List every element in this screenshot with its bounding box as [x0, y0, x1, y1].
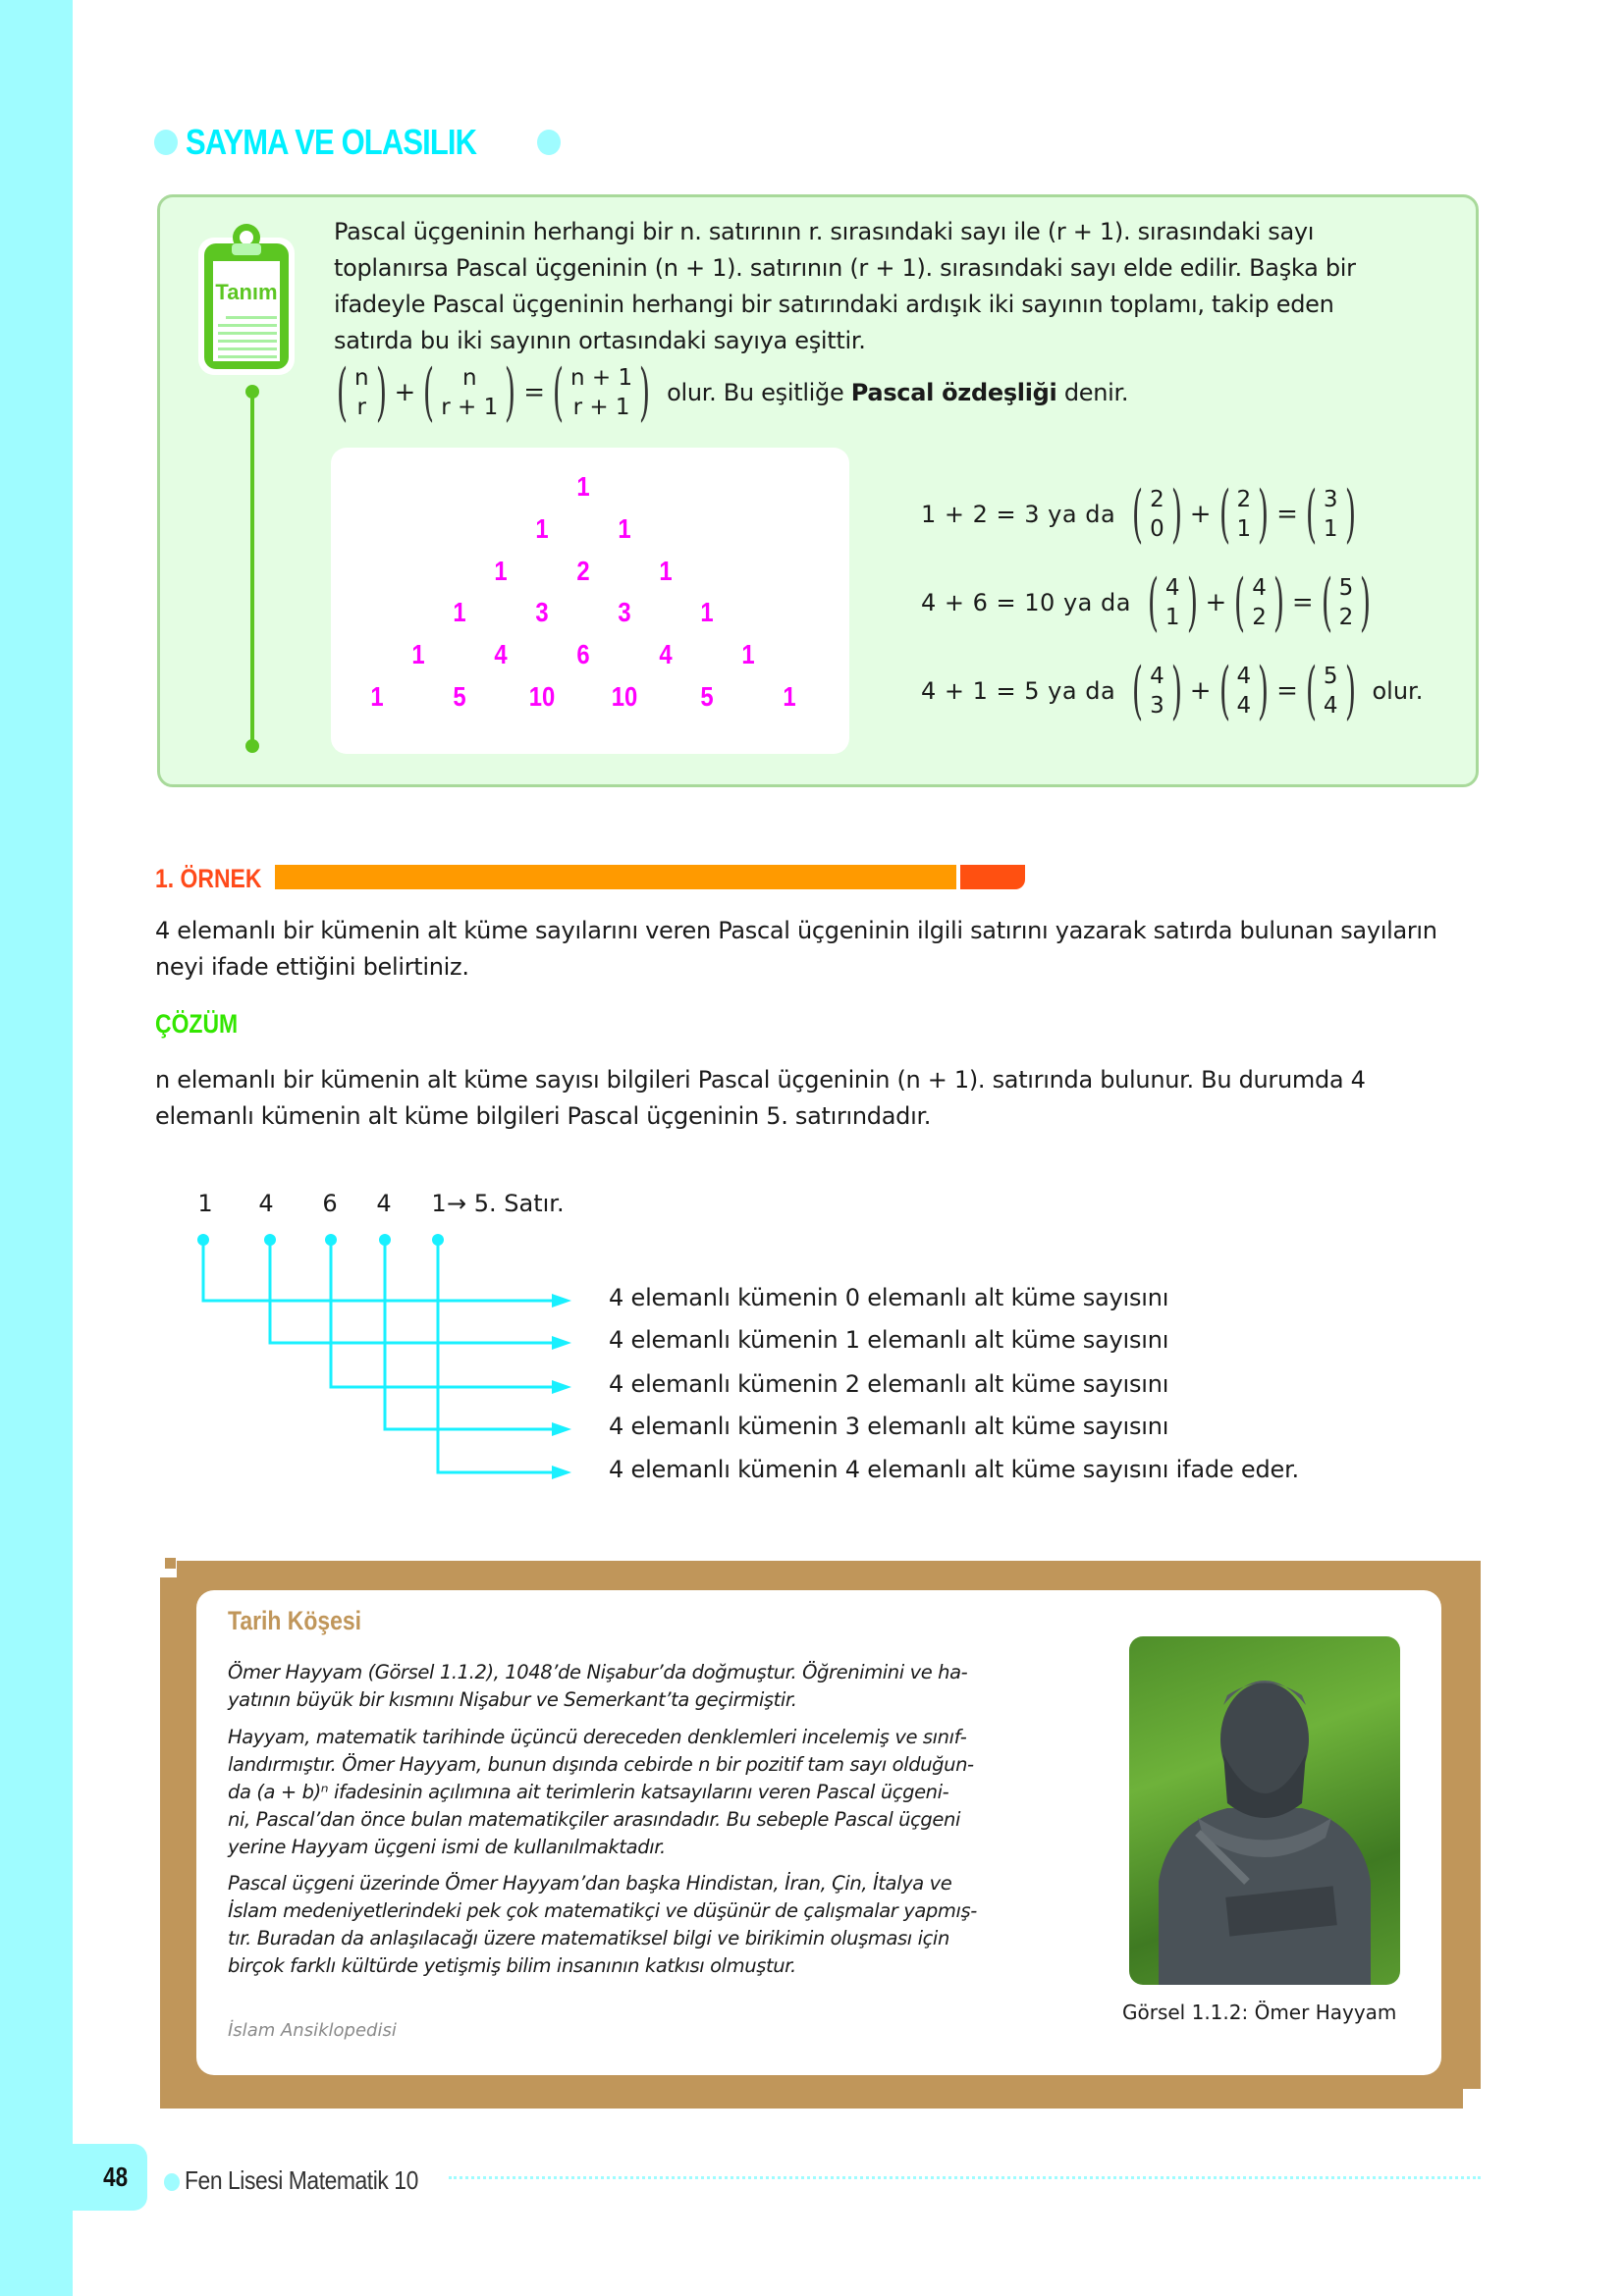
omer-hayyam-statue-image [1129, 1636, 1400, 1985]
identity-text: olur. Bu eşitliğe [667, 379, 851, 406]
question-line: neyi ifade ettiğini belirtiniz. [155, 953, 469, 981]
plus-sign: + [394, 378, 416, 407]
definition-line: Pascal üçgeninin herhangi bir n. satırının r. sırasındaki sayı ile (r + 1). sırasındaki sayı [334, 218, 1315, 245]
triangle-number: 4 [659, 639, 673, 670]
left-accent-strip [0, 0, 73, 2296]
row-number: 1 [197, 1190, 213, 1217]
section-title-text: SAYMA VE OLASILIK [186, 122, 477, 162]
triangle-number: 10 [528, 681, 556, 712]
history-line: yatının büyük bir kısmını Nişabur ve Semerkant’ta geçirmiştir. [228, 1688, 797, 1711]
binom-top: 2 [1236, 487, 1252, 512]
binom-bottom: r + 1 [441, 395, 499, 420]
triangle-number: 3 [618, 597, 631, 628]
binom-top: n + 1 [570, 365, 633, 391]
definition-line: ifadeyle Pascal üçgeninin herhangi bir satırındaki ardışık iki sayının toplamı, takip eden [334, 291, 1334, 318]
history-paragraph-1 [228, 1659, 1043, 1714]
definition-line: toplanırsa Pascal üçgeninin (n + 1). satırının (r + 1). sırasındaki sayı elde edilir. Başka bir [334, 254, 1356, 282]
history-line: ni, Pascal’dan önce bulan matematikçiler arasındadır. Bu sebeple Pascal üçgeni [228, 1808, 960, 1831]
triangle-number: 1 [411, 639, 425, 670]
title-dot-left-icon [154, 130, 178, 155]
subset-description: 4 elemanlı kümenin 3 elemanlı alt küme sayısını [609, 1413, 1169, 1440]
history-title: Tarih Köşesi [228, 1606, 362, 1635]
example-sum: 4 + 6 = 10 ya da [921, 589, 1131, 616]
history-line: da (a + b)ⁿ ifadesinin açılımına ait terimlerin katsayılarını veren Pascal üçgeni- [228, 1781, 949, 1803]
history-line: yerine Hayyam üçgeni ismi de kullanılmaktadır. [228, 1836, 666, 1858]
image-caption: Görsel 1.1.2: Ömer Hayyam [1122, 2001, 1397, 2024]
pascal-identity [330, 356, 1129, 429]
binom-bottom: 1 [1164, 605, 1180, 630]
example-bar-tab [960, 865, 1025, 889]
history-line: tır. Buradan da anlaşılacağı üzere matematiksel bilgi ve birikimin oluşması için [228, 1927, 949, 1949]
footer-dot-icon [164, 2173, 180, 2191]
triangle-number: 1 [494, 555, 508, 586]
subset-description: 4 elemanlı kümenin 1 elemanlı alt küme sayısını [609, 1326, 1169, 1354]
binomial: ( 4 1 ) [1147, 566, 1198, 639]
definition-text [334, 214, 1453, 359]
identity-example-row [921, 655, 1424, 727]
triangle-number: 10 [611, 681, 638, 712]
binomial: ( 5 2 ) [1321, 566, 1372, 639]
binom-top: 5 [1338, 575, 1354, 601]
row-number: 4 [258, 1190, 274, 1217]
binom-bottom: 3 [1150, 693, 1164, 719]
row-label: → 5. Satır. [447, 1190, 565, 1217]
triangle-number: 1 [783, 681, 796, 712]
subset-description: 4 elemanlı kümenin 0 elemanlı alt küme sayısını [609, 1284, 1169, 1311]
equals-sign: = [1291, 588, 1314, 617]
identity-caption [667, 379, 1128, 406]
identity-example-row [921, 478, 1372, 551]
identity-text-end: denir. [1056, 379, 1129, 406]
clipboard-definition-icon [196, 218, 297, 375]
binom-bottom: 1 [1236, 516, 1252, 542]
triangle-number: 1 [576, 471, 590, 502]
frame-pixel-ornament [165, 1558, 176, 1569]
triangle-number: 1 [453, 597, 466, 628]
row-number: 1 [431, 1190, 447, 1217]
statue-illustration-icon [1129, 1636, 1400, 1985]
definition-badge-label: Tanım [215, 280, 278, 304]
triangle-number: 3 [535, 597, 549, 628]
identity-term-bold: Pascal özdeşliği [850, 379, 1057, 406]
example-label: 1. ÖRNEK [155, 864, 262, 893]
equals-sign: = [523, 378, 546, 407]
binomial: ( 3 1 ) [1305, 478, 1356, 551]
solution-line: n elemanlı bir kümenin alt küme sayısı bilgileri Pascal üçgeninin (n + 1). satırında bulunur. Bu durumda 4 [155, 1066, 1366, 1094]
binom-bottom: r + 1 [572, 395, 630, 420]
definition-line: satırda bu iki sayının ortasındaki sayıya eşittir. [334, 327, 866, 354]
timeline-line [250, 388, 254, 746]
binom-top: 4 [1236, 664, 1252, 689]
triangle-number: 1 [700, 597, 714, 628]
identity-example-row [921, 566, 1387, 639]
plus-sign: + [1189, 500, 1212, 529]
plus-sign: + [1189, 676, 1212, 706]
page-number: 48 [103, 2162, 129, 2192]
binomial: ( 4 4 ) [1218, 655, 1270, 727]
subset-description: 4 elemanlı kümenin 2 elemanlı alt küme sayısını [609, 1370, 1169, 1398]
row-number: 6 [322, 1190, 338, 1217]
subset-arrow-diagram [187, 1217, 579, 1492]
history-line: Pascal üçgeni üzerinde Ömer Hayyam’dan başka Hindistan, İran, Çin, İtalya ve [228, 1872, 952, 1895]
binom-top: 4 [1164, 575, 1180, 601]
triangle-number: 1 [535, 512, 549, 544]
binom-top: 5 [1323, 664, 1338, 689]
binom-bottom: 4 [1236, 693, 1252, 719]
solution-text [155, 1062, 1481, 1135]
binomial: ( 5 4 ) [1305, 655, 1356, 727]
binom-top: 3 [1323, 487, 1338, 512]
binom-bottom: r [356, 395, 366, 420]
example-bar [275, 865, 956, 889]
solution-label: ÇÖZÜM [155, 1009, 239, 1039]
binom-top: 4 [1150, 664, 1164, 689]
equals-sign: = [1276, 676, 1298, 706]
binomial: ( 2 0 ) [1132, 478, 1182, 551]
example-tail: olur. [1372, 677, 1424, 705]
binom-bottom: 4 [1323, 693, 1338, 719]
triangle-number: 4 [494, 639, 508, 670]
binomial: ( 4 2 ) [1234, 566, 1285, 639]
triangle-number: 2 [576, 555, 590, 586]
triangle-number: 5 [700, 681, 714, 712]
title-dot-right-icon [537, 130, 561, 155]
history-paragraph-3 [228, 1870, 1043, 1980]
history-line: birçok farklı kültürde yetişmiş bilim insanının katkısı olmuştur. [228, 1954, 796, 1977]
binomial: ( 2 1 ) [1218, 478, 1270, 551]
row-number: 4 [376, 1190, 392, 1217]
section-title [154, 118, 561, 167]
binom-bottom: 0 [1150, 516, 1164, 542]
binomial: ( 4 3 ) [1132, 655, 1182, 727]
triangle-number: 1 [618, 512, 631, 544]
solution-line: elemanlı kümenin alt küme bilgileri Pascal üçgeninin 5. satırındadır. [155, 1102, 932, 1130]
question-line: 4 elemanlı bir kümenin alt küme sayılarını veren Pascal üçgeninin ilgili satırını yazarak satırda bulunan sayıların [155, 917, 1437, 944]
triangle-number: 5 [453, 681, 466, 712]
history-line: Ömer Hayyam (Görsel 1.1.2), 1048’de Nişabur’da doğmuştur. Öğrenimini ve ha- [228, 1661, 968, 1683]
binomial-n-r1: ( n r + 1 ) [423, 356, 516, 429]
example-question [155, 913, 1481, 986]
binom-bottom: 2 [1338, 605, 1354, 630]
plus-sign: + [1205, 588, 1227, 617]
triangle-number: 1 [659, 555, 673, 586]
history-line: İslam medeniyetlerindeki pek çok matematikçi ve düşünür de çalışmalar yapmış- [228, 1899, 977, 1922]
history-paragraph-2 [228, 1724, 1043, 1861]
history-line: landırmıştır. Ömer Hayyam, bunun dışında cebirde n bir pozitif tam sayı olduğun- [228, 1753, 974, 1776]
triangle-number: 1 [370, 681, 384, 712]
binom-top: n [353, 365, 369, 391]
frame-notch [1463, 2089, 1485, 2112]
equals-sign: = [1276, 500, 1298, 529]
triangle-number: 6 [576, 639, 590, 670]
frame-pixel-ornament [1447, 2086, 1458, 2097]
example-sum: 4 + 1 = 5 ya da [921, 677, 1116, 705]
triangle-number: 1 [741, 639, 755, 670]
binomial-n-r: ( n r ) [336, 356, 387, 429]
history-source: İslam Ansiklopedisi [228, 2020, 397, 2041]
example-sum: 1 + 2 = 3 ya da [921, 501, 1116, 528]
pascal-triangle-panel [331, 448, 849, 754]
binom-bottom: 2 [1252, 605, 1267, 630]
book-title: Fen Lisesi Matematik 10 [185, 2165, 418, 2195]
timeline-dot-bottom [245, 739, 259, 753]
binomial-n1-r1: ( n + 1 r + 1 ) [552, 356, 651, 429]
subset-description: 4 elemanlı kümenin 4 elemanlı alt küme sayısını ifade eder. [609, 1456, 1299, 1483]
binom-top: n [461, 365, 477, 391]
footer-dotted-rule [449, 2176, 1481, 2179]
binom-top: 4 [1252, 575, 1267, 601]
binom-bottom: 1 [1323, 516, 1338, 542]
history-line: Hayyam, matematik tarihinde üçüncü dereceden denklemleri incelemiş ve sınıf- [228, 1726, 967, 1748]
binom-top: 2 [1150, 487, 1164, 512]
